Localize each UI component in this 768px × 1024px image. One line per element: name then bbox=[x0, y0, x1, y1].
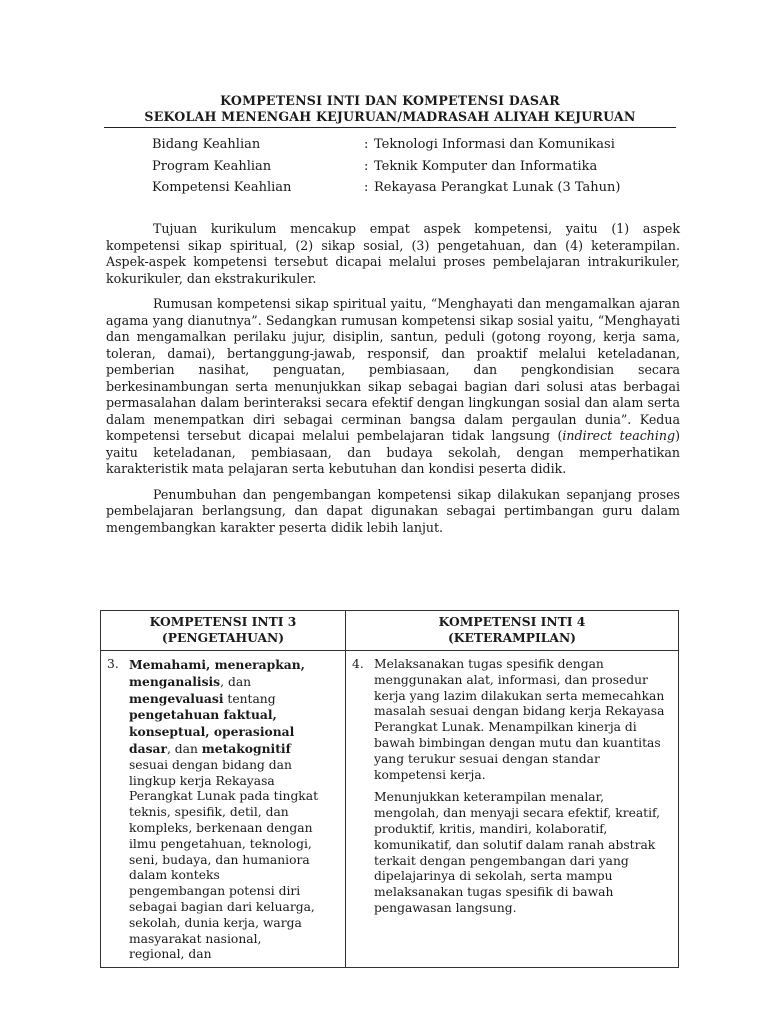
paragraph-2-italic: indirect teaching bbox=[562, 428, 676, 443]
ki4-paragraph-1: Melaksanakan tugas spesifik dengan menggunakan alat, informasi, dan prosedur kerja yang lazim dilakukan serta memecahkan masalah sesuai dengan bidang kerja Rekayasa Perangkat Lunak. Menampilkan kinerja di bawah bimbingan dengan mutu dan kuantitas yang terukur sesuai dengan standar kompetensi kerja. bbox=[374, 657, 665, 782]
info-colon: : bbox=[364, 137, 369, 152]
info-label: Program Keahlian bbox=[152, 158, 272, 174]
ki4-text bbox=[374, 657, 668, 917]
ki3-header-subtitle: (PENGETAHUAN) bbox=[161, 629, 285, 645]
document-title bbox=[100, 93, 680, 125]
ki3-header bbox=[101, 611, 346, 651]
ki4-header-title: KOMPETENSI INTI 4 bbox=[438, 614, 586, 629]
paragraph-2 bbox=[106, 296, 680, 478]
ki3-text-8: sesuai dengan bidang dan lingkup kerja Rekayasa Perangkat Lunak pada tingkat teknis, spesifik, detil, dan kompleks, berkenaan dengan ilmu pengetahuan, teknologi, seni, budaya, dan humaniora dalam konteks pengembangan potensi diri sebagai bagian dari keluarga, sekolah, dunia kerja, warga masyarakat nasional, regional, dan bbox=[129, 757, 319, 962]
paragraph-1: Tujuan kurikulum mencakup empat aspek kompetensi, yaitu (1) aspek kompetensi sikap spiritual, (2) sikap sosial, (3) pengetahuan, dan (4) keterampilan. Aspek-aspek kompetensi tersebut dicapai melalui proses pembelajaran intrakurikuler, kokurikuler, dan ekstrakurikuler. bbox=[106, 221, 680, 286]
info-value: Teknologi Informasi dan Komunikasi bbox=[374, 137, 615, 152]
info-label: Bidang Keahlian bbox=[152, 137, 261, 152]
ki3-header-title: KOMPETENSI INTI 3 bbox=[149, 614, 297, 629]
ki3-cell bbox=[101, 651, 346, 968]
table-row bbox=[101, 651, 679, 968]
title-line-2: SEKOLAH MENENGAH KEJURUAN/MADRASAH ALIYAH KEJURUAN bbox=[144, 109, 636, 124]
ki3-text-bold-5: pengetahuan faktual, konseptual, operasional dasar bbox=[129, 707, 295, 756]
info-value: Teknik Komputer dan Informatika bbox=[374, 158, 598, 174]
info-value: Rekayasa Perangkat Lunak (3 Tahun) bbox=[374, 180, 621, 195]
info-colon: : bbox=[364, 158, 369, 174]
program-info bbox=[152, 134, 620, 199]
paragraph-2-part-a: Rumusan kompetensi sikap spiritual yaitu, “Menghayati dan mengamalkan ajaran agama yang dianutnya”. Sedangkan rumusan kompetensi sikap sosial yaitu, “Menghayati dan mengamalkan perilaku jujur, disiplin, santun, peduli (gotong royong, kerja sama, toleran, damai), bertanggung-jawab, responsif, dan proaktif melalui keteladanan, pemberian nasihat, penguatan, pembiasaan, dan pengkondisian secara berkesinambungan serta menunjukkan sikap sebagai bagian dari solusi atas berbagai permasalahan dalam berinteraksi secara efektif dengan lingkungan sosial dan alam serta dalam menempatkan diri sebagai cerminan bangsa dalam pergaulan dunia”. Kedua kompetensi tersebut dicapai melalui pembelajaran tidak langsung ( bbox=[106, 296, 680, 443]
ki3-text-2: , dan bbox=[220, 674, 252, 689]
paragraph-2-part-b: ) yaitu keteladanan, pembiasaan, dan budaya sekolah, dengan memperhatikan karakteristik mata pelajaran serta kebutuhan dan kondisi peserta didik. bbox=[106, 428, 680, 476]
ki3-text-6: , dan bbox=[166, 741, 202, 756]
ki4-header-subtitle: (KETERAMPILAN) bbox=[447, 629, 577, 645]
info-row-kompetensi bbox=[152, 177, 620, 199]
table-header-row bbox=[101, 611, 679, 651]
info-row-program bbox=[152, 156, 620, 178]
info-row-bidang bbox=[152, 134, 620, 156]
info-label: Kompetensi Keahlian bbox=[152, 180, 292, 195]
ki3-text-bold-7: metakognitif bbox=[201, 740, 291, 756]
ki4-header bbox=[346, 611, 679, 651]
title-divider bbox=[104, 127, 676, 128]
info-colon: : bbox=[364, 180, 369, 195]
kompetensi-inti-table bbox=[100, 610, 679, 968]
ki3-number: 3. bbox=[107, 657, 119, 671]
body-text bbox=[106, 221, 680, 545]
ki4-number: 4. bbox=[352, 657, 364, 671]
title-line-1: KOMPETENSI INTI DAN KOMPETENSI DASAR bbox=[220, 93, 560, 108]
ki3-text-bold-3: mengevaluasi bbox=[129, 690, 224, 706]
ki4-paragraph-2: Menunjukkan keterampilan menalar, mengolah, dan menyaji secara efektif, kreatif, produktif, kritis, mandiri, kolaboratif, komunikatif, dan solutif dalam ranah abstrak terkait dengan pengembangan dari yang dipelajarinya di sekolah, serta mampu melaksanakan tugas spesifik di bawah pengawasan langsung. bbox=[374, 790, 661, 915]
ki3-text bbox=[129, 657, 319, 963]
ki3-text-bold-1: Memahami, menerapkan, menganalisis bbox=[129, 657, 305, 689]
ki3-text-4: tentang bbox=[223, 691, 276, 706]
ki4-cell bbox=[346, 651, 679, 968]
paragraph-3: Penumbuhan dan pengembangan kompetensi sikap dilakukan sepanjang proses pembelajaran berlangsung, dan dapat digunakan sebagai pertimbangan guru dalam mengembangkan karakter peserta didik lebih lanjut. bbox=[106, 486, 680, 535]
